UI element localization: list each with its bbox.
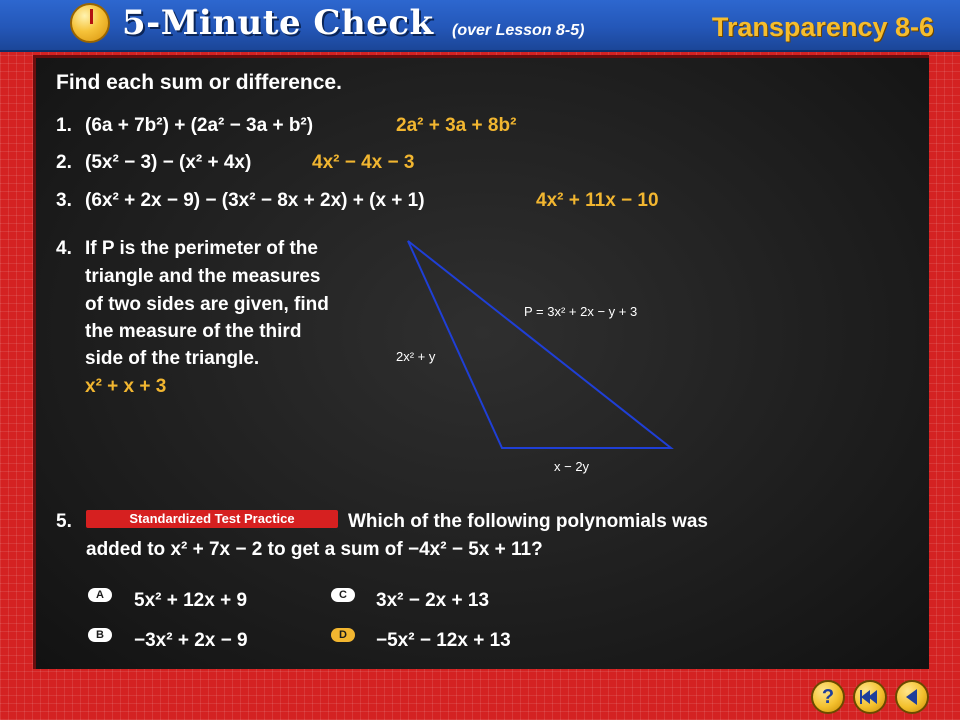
choice-c-badge[interactable]: C [331,588,355,602]
back-icon [897,682,927,712]
back-button[interactable] [895,680,929,714]
q1-answer: 2a² + 3a + 8b² [396,115,517,136]
header-title: 5-Minute Check [122,3,434,43]
side-bottom-label: x − 2y [554,459,590,474]
q4-answer: x² + x + 3 [85,376,167,397]
clock-icon [70,3,110,43]
q4-line-1: If P is the perimeter of the [85,238,318,259]
transparency-label: Transparency 8-6 [711,12,934,42]
side-left-label: 2x² + y [396,349,436,364]
content-panel [33,55,929,669]
choice-b-text[interactable]: −3x² + 2x − 9 [134,630,248,651]
q5-line-2: added to x² + 7x − 2 to get a sum of −4x² − 5x + 11? [86,539,543,560]
help-button[interactable] [811,680,845,714]
choice-a-text[interactable]: 5x² + 12x + 9 [134,590,248,611]
choice-d-text[interactable]: −5x² − 12x + 13 [376,630,511,651]
triangle-figure [36,58,932,672]
standardized-test-badge: Standardized Test Practice [86,510,338,528]
q4-number: 4. [56,238,72,259]
choice-c-text[interactable]: 3x² − 2x + 13 [376,590,490,611]
q4-line-5: side of the triangle. [85,348,260,369]
clock-hand [90,9,93,24]
q5-number: 5. [56,511,72,532]
rewind-button[interactable] [853,680,887,714]
header-subtitle: (over Lesson 8-5) [452,22,585,39]
q4-line-3: of two sides are given, find [85,294,329,315]
triangle-shape [408,241,671,448]
q3-answer: 4x² + 11x − 10 [536,190,659,211]
question-icon: ? [821,686,835,708]
q3-number: 3. [56,190,72,211]
rewind-icon [855,682,885,712]
choice-d-badge[interactable]: D [331,628,355,642]
q3-problem: (6x² + 2x − 9) − (3x² − 8x + 2x) + (x + 1) [85,190,425,211]
choice-a-badge[interactable]: A [88,588,112,602]
perimeter-label: P = 3x² + 2x − y + 3 [524,304,638,319]
q2-answer: 4x² − 4x − 3 [312,152,415,173]
header-bar [0,0,960,52]
q2-problem: (5x² − 3) − (x² + 4x) [85,152,252,173]
instructions-heading: Find each sum or difference. [56,71,342,94]
q5-line-1: Which of the following polynomials was [348,511,708,532]
q4-line-4: the measure of the third [85,321,302,342]
q2-number: 2. [56,152,72,173]
choice-b-badge[interactable]: B [88,628,112,642]
q1-problem: (6a + 7b²) + (2a² − 3a + b²) [85,115,314,136]
q1-number: 1. [56,115,72,136]
q4-line-2: triangle and the measures [85,266,321,287]
